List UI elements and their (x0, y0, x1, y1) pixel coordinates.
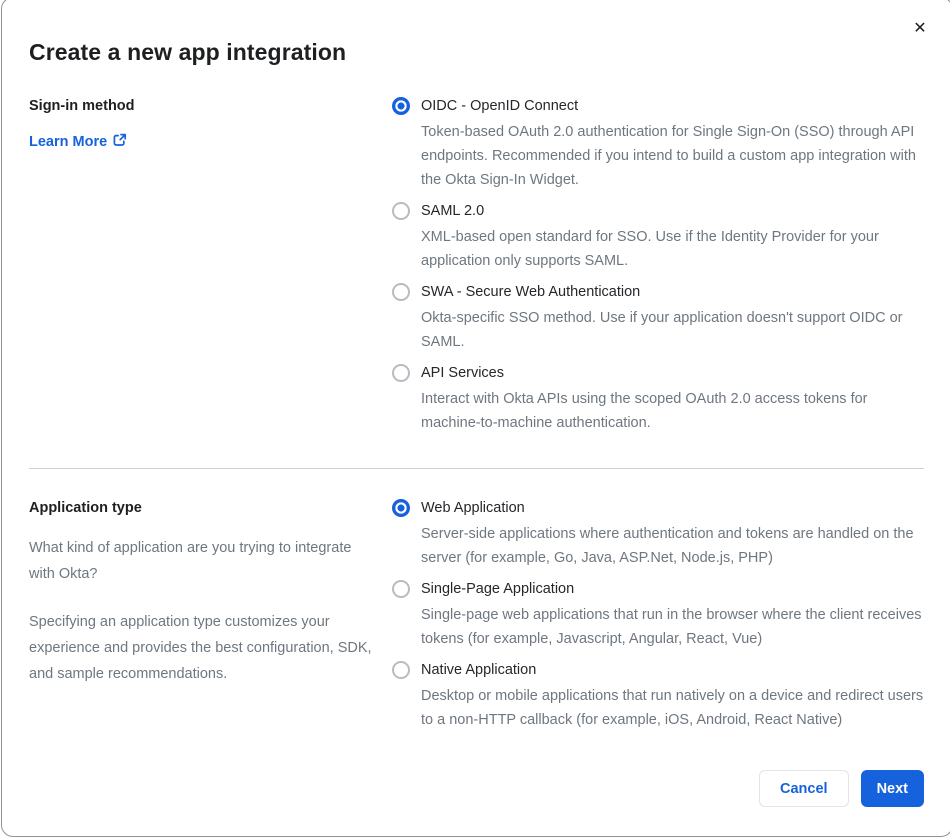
apptype-option-web-label: Web Application (421, 500, 525, 516)
application-type-left-column (29, 499, 374, 732)
next-button[interactable]: Next (861, 770, 924, 807)
radio-saml[interactable] (392, 202, 410, 220)
sign-in-method-section (29, 97, 924, 435)
signin-option-swa-description: Okta-specific SSO method. Use if your application doesn't support OIDC or SAML. (421, 310, 903, 350)
cancel-button[interactable]: Cancel (759, 770, 849, 807)
apptype-option-native-description: Desktop or mobile applications that run natively on a device and redirect users to a non-HTTP callback (for example, iOS, Android, React Native) (421, 688, 924, 728)
radio-oidc[interactable] (392, 97, 410, 115)
signin-option-swa[interactable] (392, 283, 924, 354)
apptype-option-spa[interactable] (392, 580, 924, 651)
learn-more-label: Learn More (29, 134, 108, 150)
radio-native-application[interactable] (392, 661, 410, 679)
sign-in-method-label: Sign-in method (29, 98, 135, 114)
section-divider (29, 468, 924, 469)
apptype-option-native-label: Native Application (421, 662, 537, 678)
apptype-option-web-description: Server-side applications where authentication and tokens are handled on the server (for example, Go, Java, ASP.Net, Node.js, PHP) (421, 526, 914, 566)
apptype-option-spa-description: Single-page web applications that run in the browser where the client receives tokens (for example, Javascript, Angular, React, Vue) (421, 607, 922, 647)
close-icon[interactable]: ✕ (910, 19, 930, 39)
signin-option-oidc-label: OIDC - OpenID Connect (421, 98, 579, 114)
radio-web-application[interactable] (392, 499, 410, 517)
create-app-integration-dialog (1, 0, 950, 837)
signin-option-saml-description: XML-based open standard for SSO. Use if the Identity Provider for your application only supports SAML. (421, 229, 879, 269)
signin-option-api-services-label: API Services (421, 365, 504, 381)
radio-api-services[interactable] (392, 364, 410, 382)
signin-option-saml[interactable] (392, 202, 924, 273)
radio-single-page-application[interactable] (392, 580, 410, 598)
signin-option-oidc-description: Token-based OAuth 2.0 authentication for Single Sign-On (SSO) through API endpoints. Recommended if you intend to build a custom app integration with the Okta Sign-In Widget. (421, 124, 916, 188)
signin-option-oidc[interactable] (392, 97, 924, 192)
sign-in-method-options (392, 97, 924, 435)
signin-option-swa-label: SWA - Secure Web Authentication (421, 284, 641, 300)
apptype-option-spa-label: Single-Page Application (421, 581, 575, 597)
application-type-options (392, 499, 924, 732)
sign-in-method-left-column (29, 97, 374, 435)
signin-option-api-services[interactable] (392, 364, 924, 435)
application-type-label: Application type (29, 500, 142, 516)
learn-more-link[interactable] (29, 133, 127, 151)
external-link-icon (113, 133, 127, 151)
application-type-description-1: What kind of application are you trying to integrate with Okta? (29, 540, 352, 582)
application-type-section (29, 499, 924, 732)
signin-option-api-services-description: Interact with Okta APIs using the scoped OAuth 2.0 access tokens for machine-to-machine authentication. (421, 391, 868, 431)
dialog-title: Create a new app integration (29, 39, 347, 65)
dialog-footer (29, 770, 924, 807)
radio-swa[interactable] (392, 283, 410, 301)
apptype-option-native[interactable] (392, 661, 924, 732)
application-type-description-2: Specifying an application type customizes your experience and provides the best configuration, SDK, and sample recommendations. (29, 614, 372, 682)
signin-option-saml-label: SAML 2.0 (421, 203, 485, 219)
apptype-option-web[interactable] (392, 499, 924, 570)
